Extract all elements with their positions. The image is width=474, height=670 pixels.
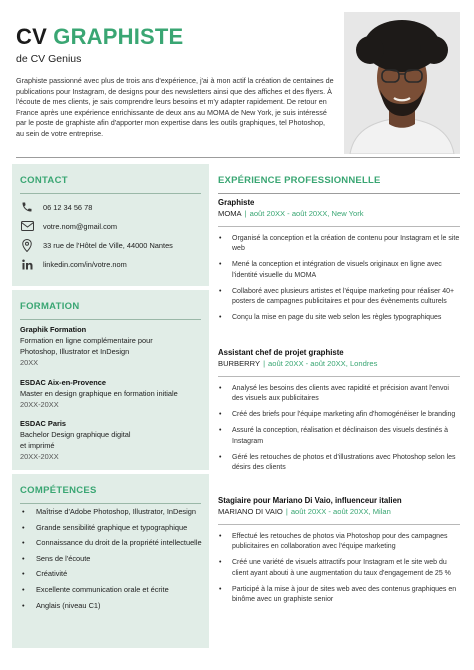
- job-bullets: [218, 384, 460, 473]
- job-bullet: • Mené la conception et intégration de visuels originaux en ligne avec l'identité visuelle du MOMA: [218, 260, 460, 281]
- contact-heading: CONTACT: [20, 175, 68, 186]
- contact-email-text: votre.nom@gmail.com: [43, 221, 118, 231]
- contact-address-text: 33 rue de l'Hôtel de Ville, 44000 Nantes: [43, 240, 173, 250]
- formation-year: 20XX-20XX: [20, 400, 59, 409]
- job-divider: [218, 524, 460, 525]
- profile-photo: [344, 12, 460, 154]
- job-bullet: • Créé une variété de visuels attractifs pour Instagram et le site web du client ayant abouti à une augmentation du taux d'engagement de 25 %: [218, 558, 460, 579]
- competences-divider: [20, 503, 201, 504]
- formation-description: Formation en ligne complémentaire pour: [20, 336, 153, 345]
- formation-school: ESDAC Aix-en-Provence: [20, 378, 106, 387]
- skill-item: • Grande sensibilité graphique et typographique: [22, 523, 204, 533]
- formation-school: ESDAC Paris: [20, 419, 67, 428]
- job-bullet: • Conçu la mise en page du site web selon les règles typographiques: [218, 313, 460, 323]
- job-dates-location: août 20XX - août 20XX, New York: [249, 209, 364, 218]
- formation-item: [20, 418, 202, 462]
- competences-heading: COMPÉTENCES: [20, 485, 97, 496]
- subtitle: de CV Genius: [16, 53, 82, 65]
- intro-paragraph: Graphiste passionné avec plus de trois ans d'expérience, j'ai à mon actif la création de centaines de publications pour Instagram, de designs pour des newsletters ainsi que des affiches et des flyers. À l'écoute de mes clients, je sais comprendre leurs besoins et m'y adapter rapidement. De retour en France après une expérience enrichissante de deux ans au MOMA de New York, je suis intéressé par le poste de graphiste afin d'apporter mon expertise dans les outils graphiques, tel Photoshop, au sein de votre entreprise.: [16, 76, 334, 138]
- job-entry: [218, 495, 460, 611]
- job-bullet: • Assuré la conception, réalisation et déclinaison des visuels destinés à Instagram: [218, 426, 460, 447]
- job-bullet: • Créé des briefs pour l'équipe marketing afin d'homogénéiser le branding: [218, 410, 460, 420]
- header-divider: [16, 157, 460, 158]
- skill-item: • Créativité: [22, 569, 204, 579]
- job-bullet: • Participé à la mise à jour de sites web avec des contenus graphiques en binôme avec un graphiste senior: [218, 585, 460, 606]
- location-pin-icon: [20, 239, 34, 251]
- job-entry: [218, 197, 460, 329]
- job-title: Assistant chef de projet graphiste: [218, 348, 344, 357]
- job-company: MARIANO DI VAIO: [218, 507, 283, 516]
- contact-linkedin[interactable]: [20, 258, 127, 270]
- experience-heading: EXPÉRIENCE PROFESSIONNELLE: [218, 175, 381, 186]
- contact-phone: [20, 201, 92, 213]
- job-title: Stagiaire pour Mariano Di Vaio, influenceur italien: [218, 496, 402, 505]
- contact-panel: [12, 164, 209, 286]
- job-company-line: [218, 358, 460, 369]
- job-bullet: • Géré les retouches de photos et d'illustrations avec Photoshop selon les désirs des clients: [218, 453, 460, 474]
- page-title: [16, 24, 183, 50]
- email-icon: [20, 220, 34, 232]
- formation-description: Master en design graphique en formation initiale: [20, 389, 178, 398]
- formation-description: Photoshop, Illustrator et InDesign: [20, 347, 130, 356]
- formation-description: Bachelor Design graphique digital: [20, 430, 131, 439]
- phone-icon: [20, 201, 34, 213]
- job-dates-location: août 20XX - août 20XX, Londres: [268, 359, 378, 368]
- skill-item: • Excellente communication orale et écrite: [22, 585, 204, 595]
- formation-year: 20XX: [20, 358, 39, 367]
- job-bullet: • Effectué les retouches de photos via Photoshop pour des campagnes publicitaires en collaboration avec l'équipe marketing: [218, 532, 460, 553]
- formation-school: Graphik Formation: [20, 325, 87, 334]
- contact-address: [20, 239, 173, 251]
- job-entry: [218, 347, 460, 479]
- formation-panel: [12, 290, 209, 470]
- job-company: MOMA: [218, 209, 242, 218]
- title-part-graphiste: GRAPHISTE: [53, 24, 184, 49]
- job-bullet: • Organisé la conception et la création de contenu pour Instagram et le site web: [218, 234, 460, 255]
- job-bullets: [218, 532, 460, 605]
- competences-list: [22, 507, 204, 616]
- title-part-cv: CV: [16, 24, 47, 49]
- job-company: BURBERRY: [218, 359, 261, 368]
- formation-description: et imprimé: [20, 441, 55, 450]
- skill-item: • Maîtrise d'Adobe Photoshop, Illustrator, InDesign: [22, 507, 204, 517]
- job-divider: [218, 226, 460, 227]
- job-dates-location: août 20XX - août 20XX, Milan: [290, 507, 391, 516]
- job-bullets: [218, 234, 460, 323]
- job-divider: [218, 376, 460, 377]
- job-separator: |: [244, 209, 247, 218]
- skill-item: • Connaissance du droit de la propriété intellectuelle: [22, 538, 204, 548]
- job-company-line: [218, 506, 460, 517]
- formation-item: [20, 377, 202, 410]
- job-bullet: • Collaboré avec plusieurs artistes et l'équipe marketing pour réaliser 40+ posters de campagnes publicitaires et pour des évènements culturels: [218, 287, 460, 308]
- job-bullet: • Analysé les besoins des clients avec rapidité et précision avant l'envoi des visuels aux publicitaires: [218, 384, 460, 405]
- job-separator: |: [285, 507, 288, 516]
- job-company-line: [218, 208, 460, 219]
- contact-linkedin-text: linkedin.com/in/votre.nom: [43, 259, 127, 269]
- job-separator: |: [263, 359, 266, 368]
- formation-item: [20, 324, 202, 368]
- skill-item: • Anglais (niveau C1): [22, 601, 204, 611]
- job-title: Graphiste: [218, 198, 255, 207]
- contact-divider: [20, 193, 201, 194]
- skill-item: • Sens de l'écoute: [22, 554, 204, 564]
- contact-phone-text: 06 12 34 56 78: [43, 202, 93, 212]
- competences-panel: [12, 474, 209, 648]
- experience-divider: [218, 193, 460, 194]
- contact-email[interactable]: [20, 220, 117, 232]
- formation-heading: FORMATION: [20, 301, 80, 312]
- formation-divider: [20, 319, 201, 320]
- linkedin-icon: [20, 258, 34, 270]
- formation-year: 20XX-20XX: [20, 452, 59, 461]
- profile-photo-illustration: [344, 12, 460, 154]
